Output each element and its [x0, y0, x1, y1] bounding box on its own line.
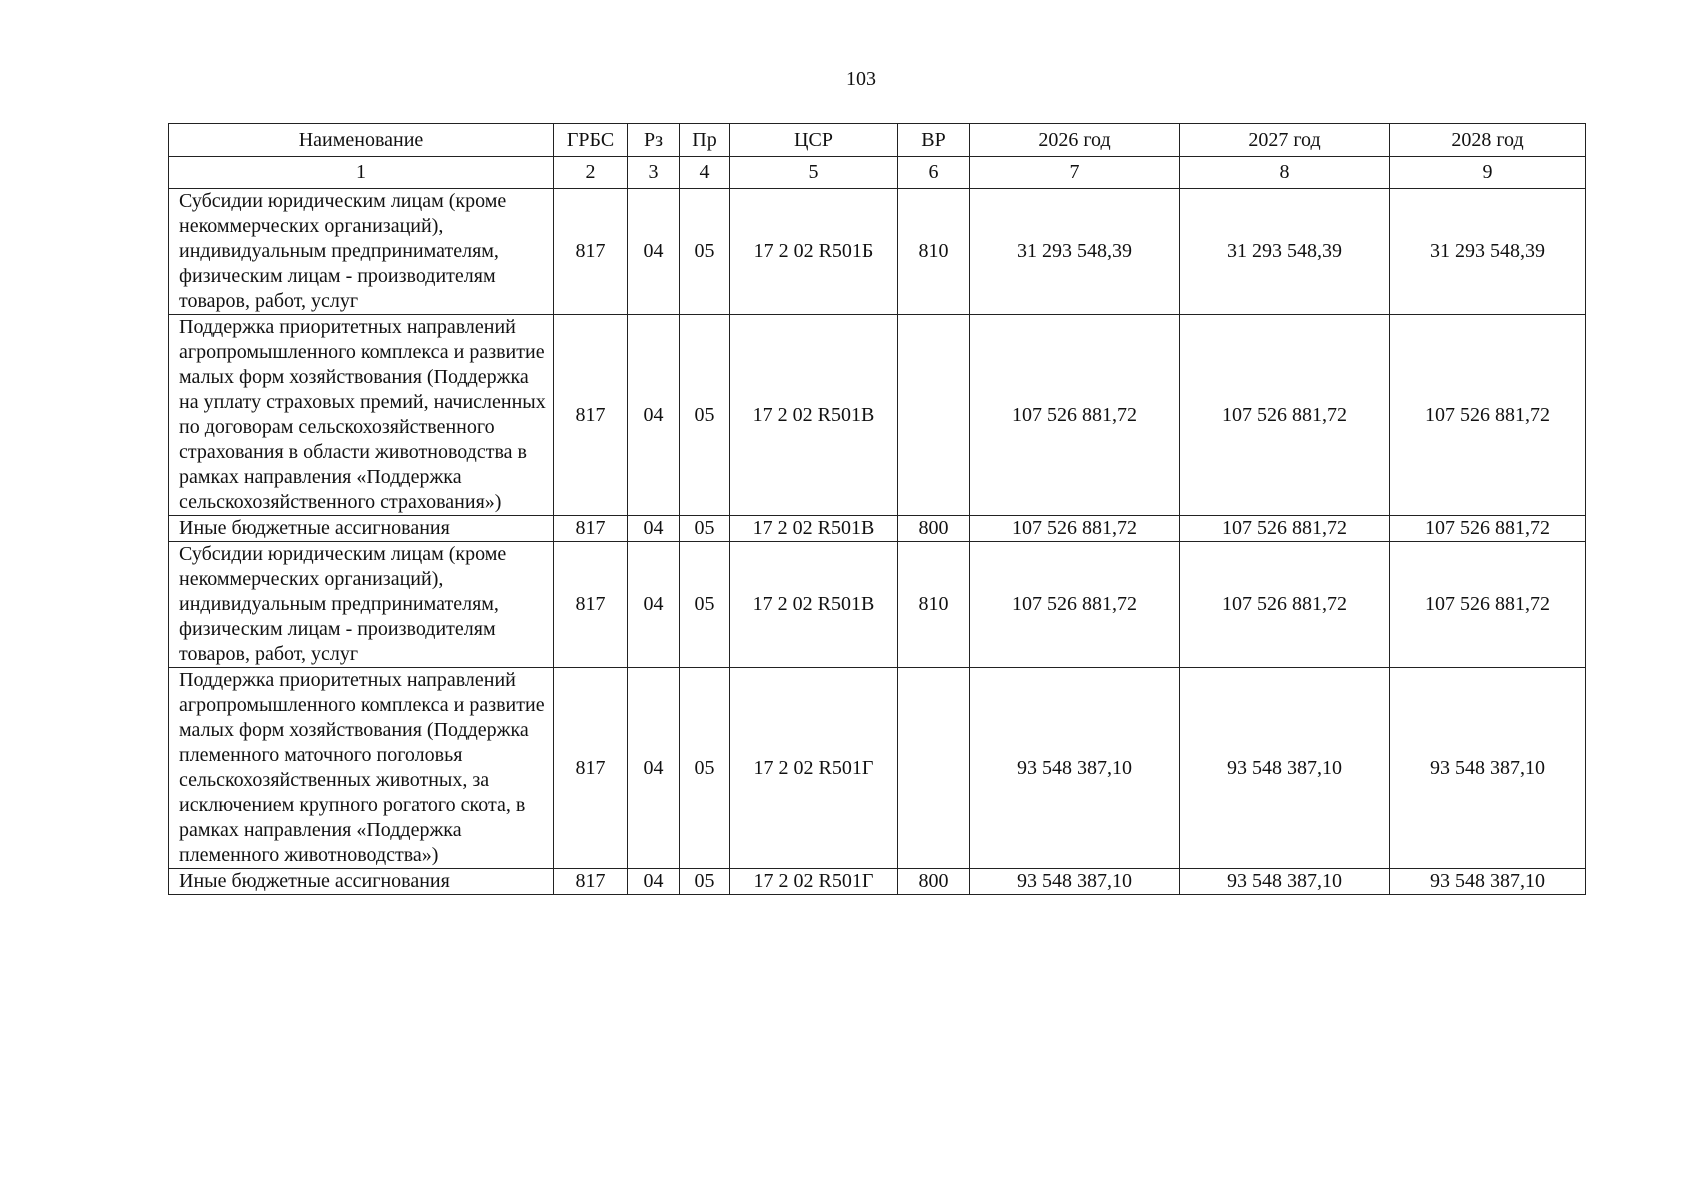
header-row	[169, 124, 1586, 157]
cell-2028: 107 526 881,72	[1390, 315, 1586, 516]
cell-vr: 800	[898, 516, 970, 542]
cell-2027: 93 548 387,10	[1180, 668, 1390, 869]
cell-2027: 31 293 548,39	[1180, 189, 1390, 315]
table-row	[169, 668, 1586, 869]
cell-2028: 107 526 881,72	[1390, 516, 1586, 542]
column-number: 3	[628, 157, 680, 189]
cell-rz: 04	[628, 315, 680, 516]
cell-csr: 17 2 02 R501В	[730, 516, 898, 542]
cell-2028: 93 548 387,10	[1390, 668, 1586, 869]
cell-csr: 17 2 02 R501Б	[730, 189, 898, 315]
page-number: 103	[846, 68, 876, 90]
header-vr: ВР	[898, 124, 970, 157]
cell-grbs: 817	[554, 542, 628, 668]
cell-2026: 93 548 387,10	[970, 869, 1180, 895]
cell-rz: 04	[628, 516, 680, 542]
cell-rz: 04	[628, 869, 680, 895]
header-rz: Рз	[628, 124, 680, 157]
cell-name: Поддержка приоритетных направлений агропромышленного комплекса и развитие малых форм хозяйствования (Поддержка племенного маточного поголовья сельскохозяйственных животных, за исключением крупного рогатого скота, в рамках направления «Поддержка племенного животноводства»)	[169, 668, 554, 869]
table-row	[169, 189, 1586, 315]
cell-2027: 93 548 387,10	[1180, 869, 1390, 895]
header-pr: Пр	[680, 124, 730, 157]
column-number: 1	[169, 157, 554, 189]
header-grbs: ГРБС	[554, 124, 628, 157]
cell-2028: 31 293 548,39	[1390, 189, 1586, 315]
cell-name: Субсидии юридическим лицам (кроме некоммерческих организаций), индивидуальным предпринимателям, физическим лицам - производителям товаров, работ, услуг	[169, 542, 554, 668]
cell-csr: 17 2 02 R501В	[730, 542, 898, 668]
cell-vr	[898, 668, 970, 869]
cell-rz: 04	[628, 542, 680, 668]
cell-grbs: 817	[554, 315, 628, 516]
column-number: 8	[1180, 157, 1390, 189]
cell-name: Субсидии юридическим лицам (кроме некоммерческих организаций), индивидуальным предпринимателям, физическим лицам - производителям товаров, работ, услуг	[169, 189, 554, 315]
table-row	[169, 516, 1586, 542]
cell-name: Иные бюджетные ассигнования	[169, 516, 554, 542]
cell-vr: 810	[898, 542, 970, 668]
cell-name: Поддержка приоритетных направлений агропромышленного комплекса и развитие малых форм хозяйствования (Поддержка на уплату страховых премий, начисленных по договорам сельскохозяйственного страхования в области животноводства в рамках направления «Поддержка сельскохозяйственного страхования»)	[169, 315, 554, 516]
cell-csr: 17 2 02 R501Г	[730, 869, 898, 895]
cell-rz: 04	[628, 668, 680, 869]
header-csr: ЦСР	[730, 124, 898, 157]
column-number: 5	[730, 157, 898, 189]
header-name: Наименование	[169, 124, 554, 157]
column-number: 4	[680, 157, 730, 189]
table-row	[169, 542, 1586, 668]
cell-2027: 107 526 881,72	[1180, 542, 1390, 668]
cell-name: Иные бюджетные ассигнования	[169, 869, 554, 895]
cell-grbs: 817	[554, 869, 628, 895]
table-row	[169, 315, 1586, 516]
budget-table	[168, 123, 1586, 895]
cell-grbs: 817	[554, 516, 628, 542]
cell-2028: 107 526 881,72	[1390, 542, 1586, 668]
cell-pr: 05	[680, 869, 730, 895]
cell-pr: 05	[680, 668, 730, 869]
cell-2026: 107 526 881,72	[970, 542, 1180, 668]
cell-grbs: 817	[554, 668, 628, 869]
cell-csr: 17 2 02 R501В	[730, 315, 898, 516]
cell-2026: 93 548 387,10	[970, 668, 1180, 869]
cell-csr: 17 2 02 R501Г	[730, 668, 898, 869]
column-number-row	[169, 157, 1586, 189]
header-2026: 2026 год	[970, 124, 1180, 157]
table-row	[169, 869, 1586, 895]
cell-2027: 107 526 881,72	[1180, 516, 1390, 542]
column-number: 7	[970, 157, 1180, 189]
cell-2027: 107 526 881,72	[1180, 315, 1390, 516]
cell-pr: 05	[680, 542, 730, 668]
column-number: 2	[554, 157, 628, 189]
cell-grbs: 817	[554, 189, 628, 315]
cell-2026: 107 526 881,72	[970, 315, 1180, 516]
column-number: 6	[898, 157, 970, 189]
cell-vr	[898, 315, 970, 516]
cell-pr: 05	[680, 189, 730, 315]
column-number: 9	[1390, 157, 1586, 189]
header-2027: 2027 год	[1180, 124, 1390, 157]
cell-2026: 107 526 881,72	[970, 516, 1180, 542]
cell-2028: 93 548 387,10	[1390, 869, 1586, 895]
cell-2026: 31 293 548,39	[970, 189, 1180, 315]
cell-pr: 05	[680, 315, 730, 516]
cell-vr: 800	[898, 869, 970, 895]
cell-pr: 05	[680, 516, 730, 542]
header-2028: 2028 год	[1390, 124, 1586, 157]
cell-rz: 04	[628, 189, 680, 315]
cell-vr: 810	[898, 189, 970, 315]
